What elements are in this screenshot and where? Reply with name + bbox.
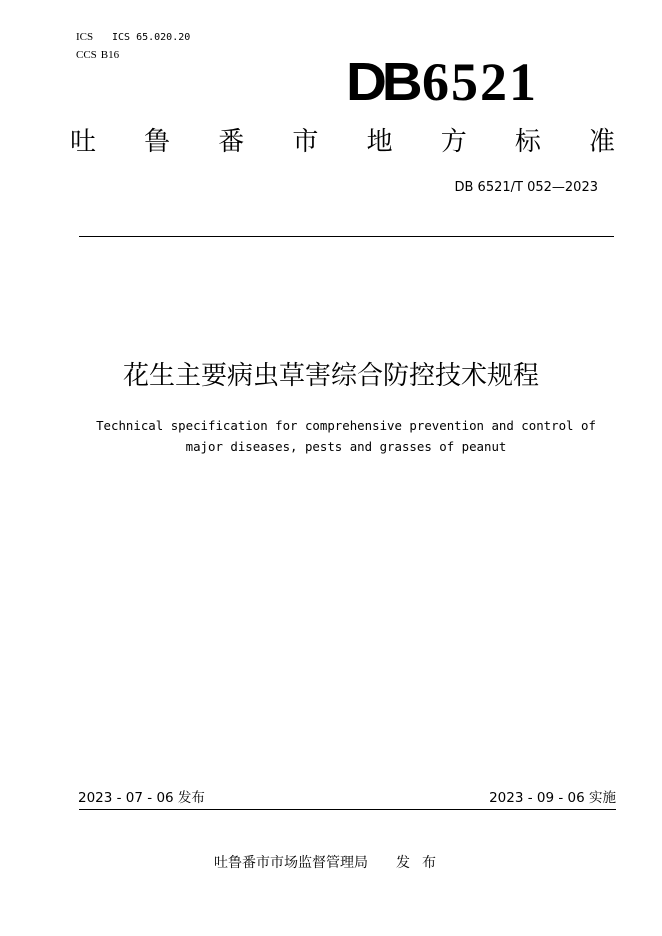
implementation-date: 2023 - 09 - 06 实施	[489, 790, 616, 806]
document-title-en	[60, 415, 632, 457]
publisher-line	[0, 853, 662, 873]
logo-db-mark: DB	[346, 52, 418, 112]
document-title-zh: 花生主要病虫草害综合防控技术规程	[122, 361, 539, 391]
ics-code-row	[76, 31, 190, 44]
standard-type-heading	[70, 124, 615, 160]
heading-char: 方	[440, 127, 467, 157]
standard-number: DB 6521/T 052—2023	[454, 180, 598, 195]
title-en-line: major diseases, pests and grasses of peanut	[185, 439, 507, 454]
heading-char: 标	[514, 127, 541, 157]
heading-char: 市	[292, 127, 319, 157]
title-en-line: Technical specification for comprehensive prevention and control of	[96, 418, 596, 433]
publish-action: 发布	[396, 855, 448, 871]
ics-value: ICS 65.020.20	[112, 32, 191, 43]
ccs-code-row	[76, 49, 119, 62]
ccs-label: CCS	[76, 49, 97, 61]
heading-char: 鲁	[144, 127, 171, 157]
standard-logo	[346, 52, 538, 112]
publisher-organization: 吐鲁番市市场监督管理局	[214, 855, 368, 871]
heading-char: 地	[366, 127, 393, 157]
logo-region-code: 6521	[422, 52, 538, 112]
bottom-divider	[79, 809, 616, 810]
heading-char: 吐	[70, 127, 97, 157]
top-divider	[79, 236, 614, 237]
issue-date: 2023 - 07 - 06 发布	[78, 790, 205, 806]
ics-label: ICS	[76, 31, 94, 43]
heading-char: 准	[588, 127, 615, 157]
ccs-value: B16	[100, 49, 120, 61]
heading-char: 番	[218, 127, 245, 157]
